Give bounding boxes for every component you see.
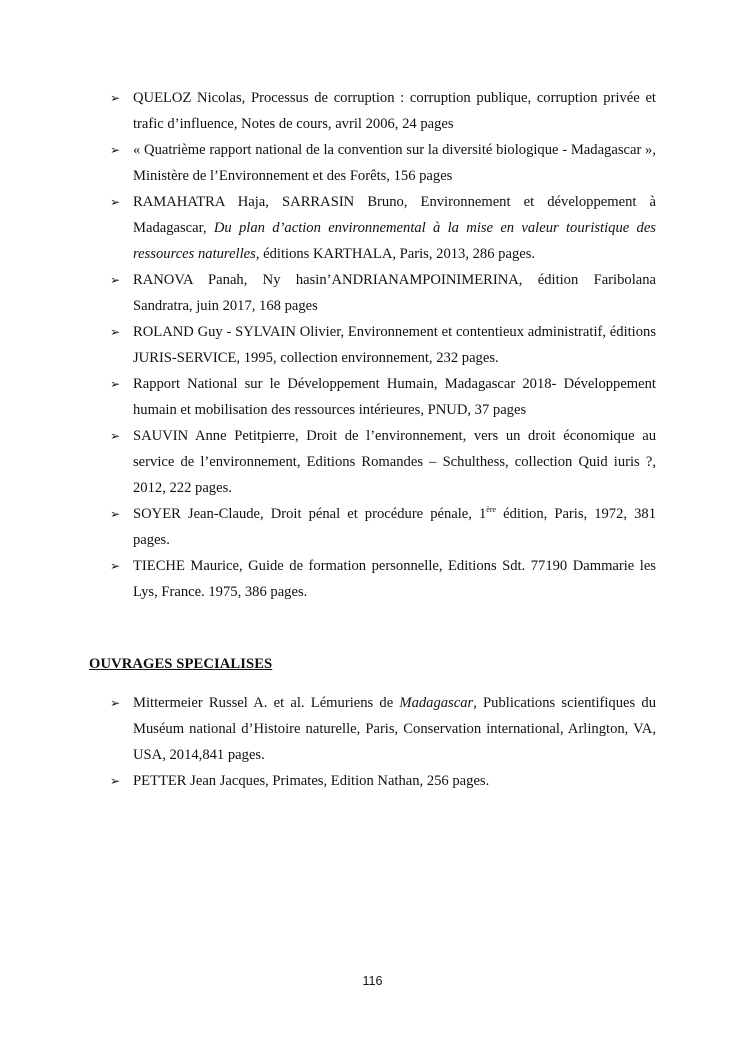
reference-italic-title: Madagascar bbox=[399, 695, 474, 711]
reference-text: « Quatrième rapport national de la convention sur la diversité biologique - Madagascar », Ministère de l’Environnement et des Forêts, 156 pages bbox=[133, 142, 656, 184]
reference-item bbox=[110, 553, 656, 605]
reference-item bbox=[110, 690, 656, 768]
arrow-bullet-icon: ➢ bbox=[110, 774, 121, 788]
arrow-bullet-icon: ➢ bbox=[110, 195, 121, 209]
arrow-bullet-icon: ➢ bbox=[110, 696, 121, 710]
arrow-bullet-icon: ➢ bbox=[110, 273, 121, 287]
section-heading: OUVRAGES SPECIALISES bbox=[89, 656, 273, 672]
reference-item bbox=[110, 371, 656, 423]
reference-italic-title: Du plan d’action environnemental à la mise en valeur touristique des ressources naturelles bbox=[133, 220, 656, 262]
reference-item bbox=[110, 85, 656, 137]
reference-item bbox=[110, 319, 656, 371]
bibliography-list bbox=[110, 85, 656, 605]
reference-text: PETTER Jean Jacques, Primates, Edition Nathan, 256 pages. bbox=[133, 773, 490, 789]
arrow-bullet-icon: ➢ bbox=[110, 377, 121, 391]
reference-text: TIECHE Maurice, Guide de formation personnelle, Editions Sdt. 77190 Dammarie les Lys, France. 1975, 386 pages. bbox=[133, 558, 656, 600]
arrow-bullet-icon: ➢ bbox=[110, 143, 121, 157]
reference-item bbox=[110, 768, 656, 794]
reference-item bbox=[110, 137, 656, 189]
reference-text: ROLAND Guy - SYLVAIN Olivier, Environnement et contentieux administratif, éditions JURIS-SERVICE, 1995, collection environnement, 232 pages. bbox=[133, 324, 656, 366]
reference-item bbox=[110, 501, 656, 553]
arrow-bullet-icon: ➢ bbox=[110, 559, 121, 573]
reference-item bbox=[110, 423, 656, 501]
arrow-bullet-icon: ➢ bbox=[110, 325, 121, 339]
reference-item bbox=[110, 189, 656, 267]
reference-text: RAMAHATRA Haja, SARRASIN Bruno, Environnement et développement à Madagascar, Du plan d’action environnemental à la mise en valeur touristique des ressources naturelles, éditions KARTHALA, Paris, 2013, 286 pages. bbox=[133, 194, 656, 262]
arrow-bullet-icon: ➢ bbox=[110, 91, 121, 105]
reference-text: Rapport National sur le Développement Humain, Madagascar 2018- Développement humain et mobilisation des ressources intérieures, PNUD, 37 pages bbox=[133, 376, 656, 418]
reference-text: RANOVA Panah, Ny hasin’ANDRIANAMPOINIMERINA, édition Faribolana Sandratra, juin 2017, 168 pages bbox=[133, 272, 656, 314]
reference-item bbox=[110, 267, 656, 319]
reference-text: SAUVIN Anne Petitpierre, Droit de l’environnement, vers un droit économique au service de l’environnement, Editions Romandes – Schulthess, collection Quid iuris ?, 2012, 222 pages. bbox=[133, 428, 656, 496]
arrow-bullet-icon: ➢ bbox=[110, 429, 121, 443]
reference-text: SOYER Jean-Claude, Droit pénal et procédure pénale, 1ère édition, Paris, 1972, 381 pages. bbox=[133, 505, 656, 548]
reference-text: Mittermeier Russel A. et al. Lémuriens de Madagascar, Publications scientifiques du Muséum national d’Histoire naturelle, Paris, Conservation international, Arlington, VA, USA, 2014,841 pages. bbox=[133, 695, 656, 763]
superscript: ère bbox=[486, 505, 497, 514]
specialized-bibliography-list bbox=[110, 690, 656, 794]
reference-text: QUELOZ Nicolas, Processus de corruption : corruption publique, corruption privée et trafic d’influence, Notes de cours, avril 2006, 24 pages bbox=[133, 90, 656, 132]
page-number: 116 bbox=[362, 974, 383, 988]
arrow-bullet-icon: ➢ bbox=[110, 507, 121, 521]
